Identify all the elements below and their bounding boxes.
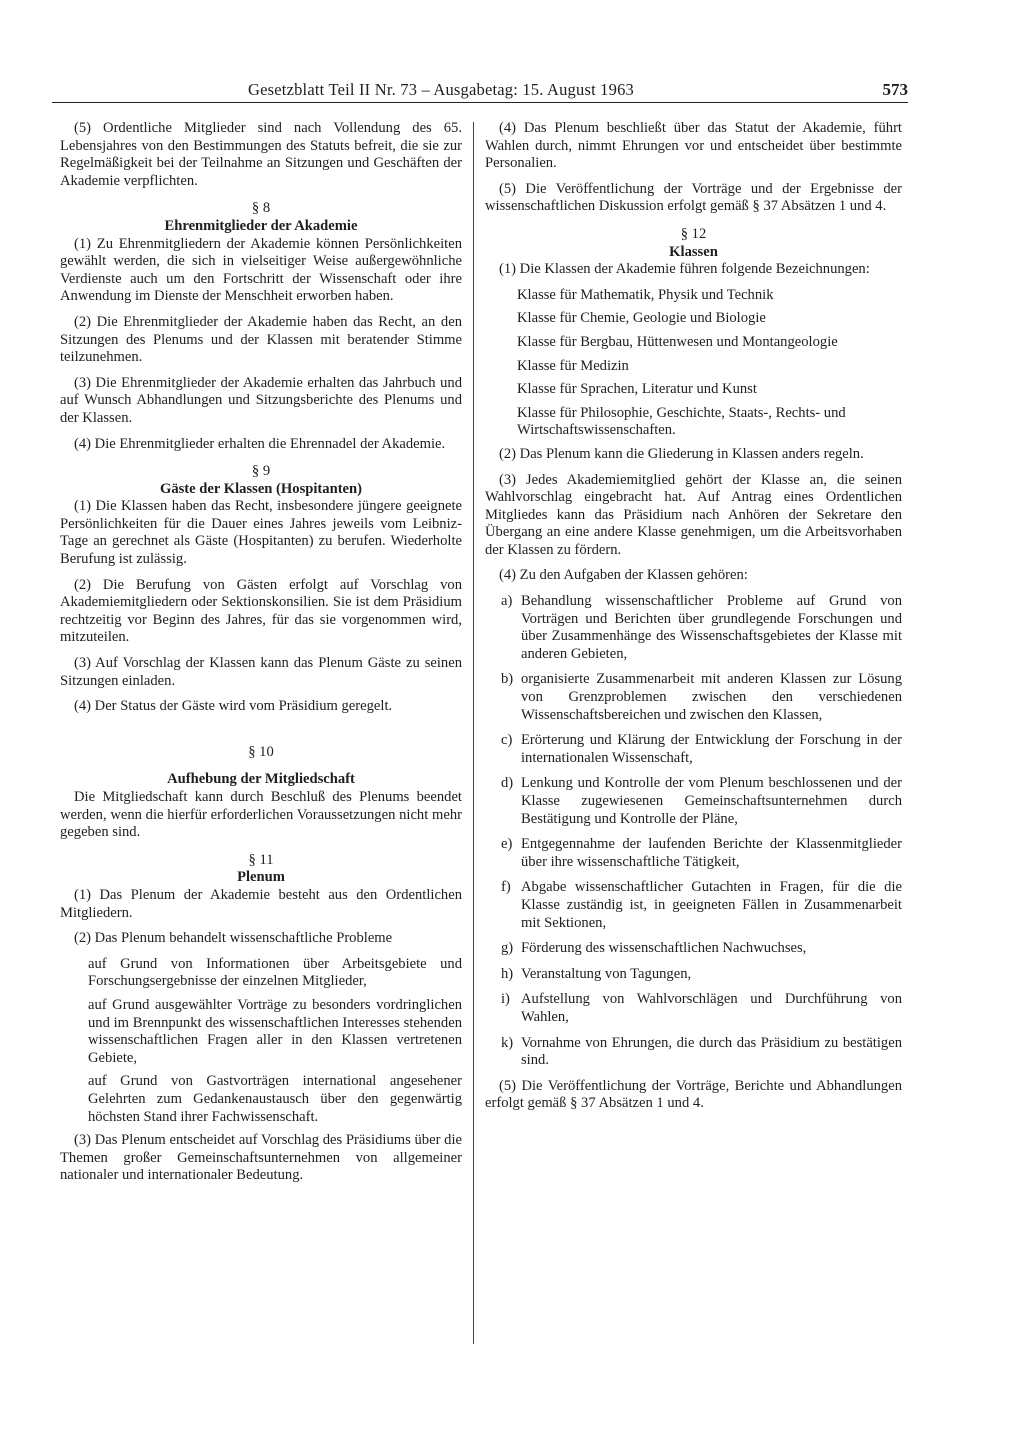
list-item xyxy=(485,593,902,663)
item-text: Veranstaltung von Tagungen, xyxy=(521,965,692,982)
spacer xyxy=(60,724,462,734)
paragraph: (3) Die Ehrenmitglieder der Akademie erhalten das Jahrbuch und auf Wunsch Abhandlungen und Sitzungsberichte des Plenums und der Klassen. xyxy=(60,374,462,426)
list-item xyxy=(485,966,902,984)
item-text: Lenkung und Kontrolle der vom Plenum beschlossenen und der Klasse zugewiesenen Gemeinschaftsunternehmen durch Bestätigung und Kontrolle der Pläne, xyxy=(521,775,902,827)
list-item xyxy=(485,1035,902,1070)
paragraph: (4) Der Status der Gäste wird vom Präsidium geregelt. xyxy=(74,698,393,715)
section-title: Aufhebung der Mitgliedschaft xyxy=(167,771,355,788)
item-label: f) xyxy=(501,879,511,896)
item-text: Entgegennahme der laufenden Berichte der Klassenmitglieder über ihre wissenschaftliche Tätigkeit, xyxy=(521,836,902,870)
item-label: c) xyxy=(501,732,513,749)
list-item: auf Grund von Informationen über Arbeitsgebiete und Forschungsergebnisse der einzelnen Mitglieder, xyxy=(88,955,462,990)
paragraph: (1) Zu Ehrenmitgliedern der Akademie können Persönlichkeiten gewählt werden, die sich in vielseitiger Weise außergewöhnliche Verdienste auch um den Fortschritt der Wissenschaft oder ihre Anwendung im Dienste der Menschheit erworben haben. xyxy=(60,235,462,305)
paragraph: (2) Das Plenum behandelt wissenschaftliche Probleme xyxy=(74,930,393,947)
list-item xyxy=(485,991,902,1026)
list-item xyxy=(485,836,902,871)
item-label: g) xyxy=(501,940,514,957)
item-label: d) xyxy=(501,775,514,792)
paragraph: (5) Ordentliche Mitglieder sind nach Vollendung des 65. Lebensjahres von den Bestimmungen des Statuts befreit, die sie zur Regelmäßigkeit bei der Teilnahme an Sitzungen und Geschäften der Akademie verpflichten. xyxy=(60,120,462,189)
paragraph: (4) Die Ehrenmitglieder erhalten die Ehrennadel der Akademie. xyxy=(74,435,446,452)
paragraph: (2) Das Plenum kann die Gliederung in Klassen anders regeln. xyxy=(499,445,864,462)
paragraph: (2) Die Berufung von Gästen erfolgt auf Vorschlag von Akademiemitgliedern oder Sektionskonsilien. Sie ist dem Präsidium rechtzeitig vor Beginn des Jahres, für das sie vorgenommen wird, mitzuteilen. xyxy=(60,576,462,646)
list-item: Klasse für Bergbau, Hüttenwesen und Montangeologie xyxy=(517,333,838,350)
item-text: Behandlung wissenschaftlicher Probleme auf Grund von Vorträgen und Berichten über grundlegende Forschungen und über Zusammenhänge des Wissenschaftsgebietes der Klasse mit anderen Gebieten, xyxy=(521,593,902,662)
list-item: Klasse für Philosophie, Geschichte, Staats-, Rechts- und Wirtschaftswissenschaften. xyxy=(517,404,846,439)
list-item: Klasse für Chemie, Geologie und Biologie xyxy=(517,310,766,327)
paragraph: Die Mitgliedschaft kann durch Beschluß des Plenums beendet werden, wenn die hierfür erforderlichen Voraussetzungen nicht mehr gegeben sind. xyxy=(60,789,462,841)
item-label: b) xyxy=(501,671,514,688)
left-column xyxy=(60,120,462,1193)
paragraph: (5) Die Veröffentlichung der Vorträge, Berichte und Abhandlungen erfolgt gemäß § 37 Absätzen 1 und 4. xyxy=(485,1077,902,1112)
item-label: e) xyxy=(501,836,513,853)
section-number: § 12 xyxy=(680,225,707,242)
list-item: Klasse für Medizin xyxy=(517,357,629,374)
section-number: § 11 xyxy=(248,851,274,868)
paragraph: (3) Das Plenum entscheidet auf Vorschlag des Präsidiums über die Themen großer Gemeinschaftsunternehmen von allgemeiner nationaler und internationaler Bedeutung. xyxy=(60,1132,462,1184)
list-item: auf Grund ausgewählter Vorträge zu besonders vordringlichen und im Brennpunkt des wissenschaftlichen Interesses stehenden wissenschaftlichen Fragen aller in den Klassen vertretenen Gebiete, xyxy=(88,996,462,1066)
page-number: 573 xyxy=(882,80,908,99)
item-label: i) xyxy=(501,991,510,1008)
list-item: Klasse für Sprachen, Literatur und Kunst xyxy=(517,381,757,398)
paragraph: (1) Die Klassen der Akademie führen folgende Bezeichnungen: xyxy=(499,261,870,278)
list-item: Klasse für Mathematik, Physik und Technik xyxy=(517,286,774,303)
list-item xyxy=(485,732,902,767)
list-item xyxy=(485,879,902,932)
paragraph: (4) Zu den Aufgaben der Klassen gehören: xyxy=(499,567,748,584)
section-number: § 9 xyxy=(251,463,271,480)
spacer xyxy=(60,761,462,771)
list-item xyxy=(485,940,902,958)
section-title: Klassen xyxy=(669,243,718,260)
item-text: Erörterung und Klärung der Entwicklung der Forschung in der internationalen Wissenschaft, xyxy=(521,732,902,766)
header-title: Gesetzblatt Teil II Nr. 73 – Ausgabetag: 15. August 1963 xyxy=(248,80,634,99)
paragraph: (4) Das Plenum beschließt über das Statut der Akademie, führt Wahlen durch, nimmt Ehrungen vor und entscheidet über bestimmte Personalien. xyxy=(485,120,902,172)
header-rule xyxy=(52,102,908,103)
section-title: Plenum xyxy=(237,869,285,886)
item-label: k) xyxy=(501,1034,514,1051)
right-column xyxy=(485,120,902,1121)
list-item xyxy=(485,775,902,828)
paragraph: (5) Die Veröffentlichung der Vorträge und der Ergebnisse der wissenschaftlichen Diskussion erfolgt gemäß § 37 Absätzen 1 und 4. xyxy=(485,180,902,215)
list-item: auf Grund von Gastvorträgen international angesehener Gelehrten zum Gedankenaustausch über den gegenwärtig höchsten Stand ihrer Fachwissenschaft. xyxy=(88,1073,462,1125)
paragraph: (3) Jedes Akademiemitglied gehört der Klasse an, die seinen Wahlvorschlag eingebracht hat. Auf Antrag eines Ordentlichen Mitgliedes kann das Präsidium nach Anhören der Sekretare den Übergang an eine andere Klasse genehmigen, um die Arbeitsvorhaben der Klassen zu fördern. xyxy=(485,471,902,558)
section-number: § 10 xyxy=(248,743,274,760)
paragraph: (1) Das Plenum der Akademie besteht aus den Ordentlichen Mitgliedern. xyxy=(60,886,462,921)
item-text: Förderung des wissenschaftlichen Nachwuchses, xyxy=(521,940,807,957)
paragraph: (1) Die Klassen haben das Recht, insbesondere jüngere geeignete Persönlichkeiten für die Dauer eines Jahres jeweils vom Leibniz-Tage an gerechnet als Gäste (Hospitanten) zu berufen. Wiederholte Berufung ist zulässig. xyxy=(60,498,462,568)
item-text: Aufstellung von Wahlvorschlägen und Durchführung von Wahlen, xyxy=(521,991,902,1025)
page-header xyxy=(52,80,908,104)
paragraph: (3) Auf Vorschlag der Klassen kann das Plenum Gäste zu seinen Sitzungen einladen. xyxy=(60,655,462,689)
paragraph: (2) Die Ehrenmitglieder der Akademie haben das Recht, an den Sitzungen des Plenums und der Klassen mit beratender Stimme teilzunehmen. xyxy=(60,313,462,366)
list-item xyxy=(485,671,902,724)
section-title: Gäste der Klassen (Hospitanten) xyxy=(159,480,363,497)
item-text: organisierte Zusammenarbeit mit anderen Klassen zur Lösung von Grenzproblemen zwischen den verschiedenen Wissenschaftsbereichen und zwischen den Klassen, xyxy=(521,671,902,723)
item-text: Vornahme von Ehrungen, die durch das Präsidium zu bestätigen sind. xyxy=(521,1034,902,1069)
item-label: a) xyxy=(501,593,513,610)
section-title: Ehrenmitglieder der Akademie xyxy=(164,217,358,234)
item-label: h) xyxy=(501,965,514,982)
section-number: § 8 xyxy=(251,200,271,217)
column-divider xyxy=(473,122,474,1344)
item-text: Abgabe wissenschaftlicher Gutachten in Fragen, für die die Klasse zuständig ist, in geeigneten Fällen in Zusammenarbeit mit Sektionen, xyxy=(521,879,902,931)
